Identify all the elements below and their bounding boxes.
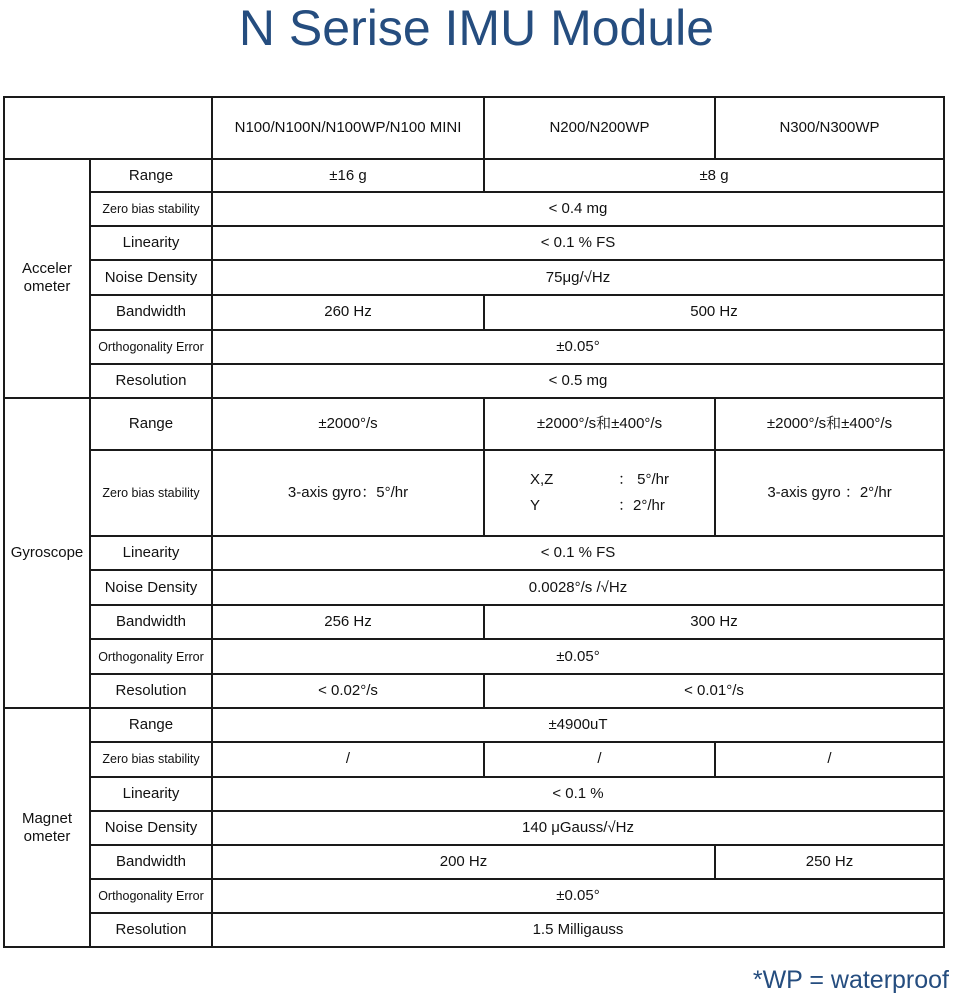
value-cell: 3-axis gyro：5°/hr [212,450,484,536]
param-label: Resolution [90,364,212,398]
value-cell: 256 Hz [212,605,484,639]
group-magnetometer [4,708,90,947]
value-cell: 250 Hz [715,845,944,879]
value-cell: < 0.01°/s [484,674,944,708]
group-label: ometer [23,827,71,845]
value-cell: < 0.1 % [212,777,944,811]
value-cell: / [484,742,715,776]
param-label: Zero bias stability [90,192,212,226]
value-cell: ±0.05° [212,879,944,913]
table-row [4,260,944,295]
value-cell: < 0.1 % FS [212,536,944,570]
header-n200: N200/N200WP [484,97,715,159]
value-cell: / [715,742,944,776]
value-cell: ±4900uT [212,708,944,742]
value-cell: 140 μGauss/√Hz [212,811,944,845]
param-label: Linearity [90,536,212,570]
footnote: *WP = waterproof [752,966,949,994]
table-row [4,674,944,708]
value-cell: 260 Hz [212,295,484,329]
value-cell: 300 Hz [484,605,944,639]
value-cell: ±2000°/s和±400°/s [715,398,944,450]
header-blank [4,97,212,159]
value-cell: < 0.02°/s [212,674,484,708]
value-cell: ±0.05° [212,330,944,364]
table-row [4,639,944,674]
table-row [4,364,944,398]
value-cell: 3-axis gyro ：2°/hr [715,450,944,536]
spec-table [3,96,945,948]
value-cell: ±2000°/s和±400°/s [484,398,715,450]
value-cell: ±2000°/s [212,398,484,450]
header-n100: N100/N100N/N100WP/N100 MINI [212,97,484,159]
value-cell: 1.5 Milligauss [212,913,944,947]
header-row [4,97,944,159]
value-cell: 0.0028°/s /√Hz [212,570,944,605]
value-cell: < 0.1 % FS [212,226,944,260]
param-label: Resolution [90,913,212,947]
table-row [4,879,944,913]
value-cell: 75μg/√Hz [212,260,944,295]
param-label: Linearity [90,777,212,811]
table-row [4,845,944,879]
param-label: Orthogonality Error [90,330,212,364]
value-cell: 200 Hz [212,845,715,879]
param-label: Zero bias stability [90,450,212,536]
header-n300: N300/N300WP [715,97,944,159]
value-cell [484,450,715,536]
table-row [4,226,944,260]
table-row [4,192,944,226]
param-label: Bandwidth [90,605,212,639]
param-label: Bandwidth [90,295,212,329]
param-label: Orthogonality Error [90,879,212,913]
table-row [4,742,944,776]
param-label: Orthogonality Error [90,639,212,674]
page-title: N Serise IMU Module [238,0,715,56]
param-label: Range [90,159,212,192]
group-gyroscope: Gyroscope [4,398,90,709]
param-label: Noise Density [90,811,212,845]
param-label: Range [90,398,212,450]
table-row [4,295,944,329]
axis-label: Y [529,496,540,514]
value-cell: < 0.5 mg [212,364,944,398]
param-label: Noise Density [90,570,212,605]
value-cell: < 0.4 mg [212,192,944,226]
axis-label: X,Z [529,470,554,488]
value-cell: ±0.05° [212,639,944,674]
table-row [4,536,944,570]
group-label: ometer [23,278,71,296]
table-row [4,777,944,811]
table-row [4,913,944,947]
group-accelerometer [4,159,90,398]
axis-value: ： 5°/hr [617,470,669,488]
group-label: Magnet [21,809,73,827]
value-cell: ±8 g [484,159,944,192]
value-cell: ±16 g [212,159,484,192]
param-label: Bandwidth [90,845,212,879]
table-row [4,450,944,536]
param-label: Noise Density [90,260,212,295]
table-row [4,159,944,192]
axis-values [530,467,669,519]
table-row [4,570,944,605]
param-label: Zero bias stability [90,742,212,776]
param-label: Linearity [90,226,212,260]
param-label: Resolution [90,674,212,708]
axis-value: ：2°/hr [617,496,665,514]
table-row [4,605,944,639]
param-label: Range [90,708,212,742]
table-row [4,708,944,742]
table-row [4,330,944,364]
value-cell: 500 Hz [484,295,944,329]
table-row [4,811,944,845]
table-row [4,398,944,450]
group-label: Acceler [21,260,73,278]
value-cell: / [212,742,484,776]
